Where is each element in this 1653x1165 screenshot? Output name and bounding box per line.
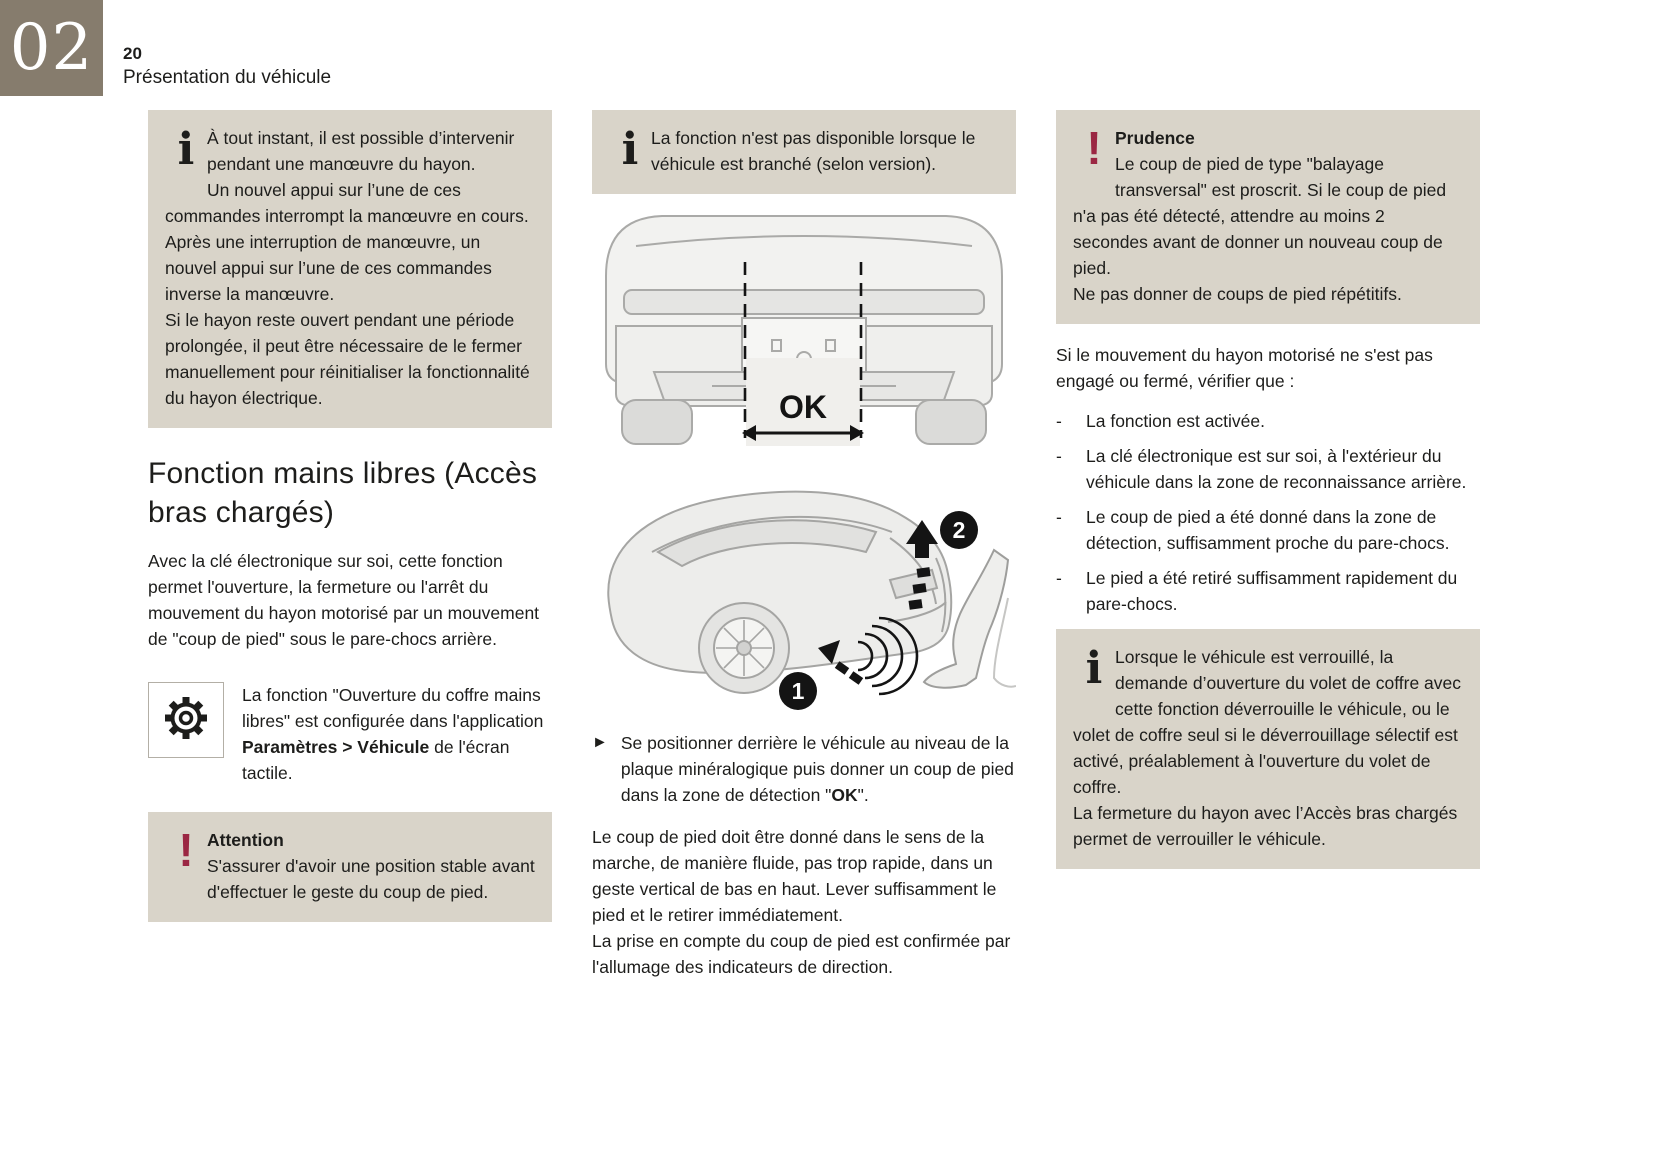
info-box-charging <box>592 110 1016 194</box>
info-text: Lorsque le véhicule est verrouillé, la demande d’ouverture du volet de coffre avec cette fonction déverrouille le véhicule, ou le volet de coffre seul si le déverrouillage sélectif est activé, préalablement à l'ouverture du volet de coffre. <box>1073 647 1462 797</box>
list-item: - La fonction est activée. <box>1056 408 1480 434</box>
kick-details-paragraph: Le coup de pied doit être donné dans le sens de la marche, de manière fluide, pas trop rapide, dans un geste vertical de bas en haut. Lever suffisamment le pied et le retirer immédiatement. <box>592 827 997 925</box>
step-bullet-icon: ► <box>592 734 608 751</box>
svg-text:1: 1 <box>791 678 805 704</box>
chapter-box <box>0 0 103 96</box>
attention-box <box>148 812 552 922</box>
attention-text: S'assurer d'avoir une position stable avant d'effectuer le geste du coup de pied. <box>207 856 535 902</box>
info-icon: i <box>621 124 639 175</box>
list-item: - Le coup de pied a été donné dans la zone de détection, suffisamment proche du pare-chocs. <box>1056 504 1480 556</box>
content-columns <box>148 110 1480 980</box>
prudence-text: Ne pas donner de coups de pied répétitifs. <box>1073 284 1402 304</box>
check-intro: Si le mouvement du hayon motorisé ne s'est pas engagé ou fermé, vérifier que : <box>1056 345 1433 391</box>
intro-paragraph: Avec la clé électronique sur soi, cette fonction permet l'ouverture, la fermeture ou l'arrêt du mouvement du hayon motorisé par un mouvement de "coup de pied" sous le pare-chocs arrière. <box>148 551 540 649</box>
attention-title: Attention <box>207 830 284 850</box>
svg-text:2: 2 <box>952 517 966 543</box>
info-text: La fermeture du hayon avec l’Accès bras chargés permet de verrouiller le véhicule. <box>1073 803 1458 849</box>
dash-bullet: - <box>1056 446 1062 466</box>
page-header <box>123 44 331 90</box>
dash-bullet: - <box>1056 411 1062 431</box>
page-number: 20 <box>123 44 142 63</box>
figure-rear-detection-zone <box>592 206 1016 446</box>
check-list <box>1056 408 1480 617</box>
dash-bullet: - <box>1056 568 1062 588</box>
info-icon: i <box>1085 643 1103 694</box>
column-right <box>1056 110 1480 980</box>
chapter-number: 02 <box>9 11 94 85</box>
section-heading: Fonction mains libres (Accès bras chargés) <box>148 457 538 529</box>
gear-icon <box>161 693 211 748</box>
settings-note-text: La fonction "Ouverture du coffre mains libres" est configurée dans l'application Paramètres > Véhicule de l'écran tactile. <box>242 685 544 783</box>
ok-zone-label: OK <box>779 389 827 425</box>
warning-icon: ! <box>1086 122 1102 174</box>
kick-confirmation-paragraph: La prise en compte du coup de pied est confirmée par l'allumage des indicateurs de direction. <box>592 931 1011 977</box>
info-text: Un nouvel appui sur l’une de ces commandes interrompt la manœuvre en cours. <box>165 180 529 226</box>
column-middle <box>592 110 1016 980</box>
info-text: Après une interruption de manœuvre, un nouvel appui sur l’une de ces commandes inverse la manœuvre. <box>165 232 492 304</box>
prudence-box <box>1056 110 1480 324</box>
step-text: Se positionner derrière le véhicule au niveau de la plaque minéralogique puis donner un coup de pied dans la zone de détection "OK". <box>620 733 1014 805</box>
info-text: Si le hayon reste ouvert pendant une période prolongée, il peut être nécessaire de le fermer manuellement pour réinitialiser la fonctionnalité du hayon électrique. <box>165 310 530 408</box>
list-item: - La clé électronique est sur soi, à l'extérieur du véhicule dans la zone de reconnaissance arrière. <box>1056 443 1480 495</box>
info-icon: i <box>177 124 195 175</box>
prudence-title: Prudence <box>1115 128 1195 148</box>
warning-icon: ! <box>178 824 194 876</box>
settings-note <box>148 682 552 786</box>
info-text: La fonction n'est pas disponible lorsque le véhicule est branché (selon version). <box>651 128 976 174</box>
figure-kick-gesture <box>592 458 1016 710</box>
info-box-tailgate <box>148 110 552 428</box>
instruction-step <box>592 730 1016 808</box>
column-left <box>148 110 552 980</box>
prudence-text: Le coup de pied de type "balayage transversal" est proscrit. Si le coup de pied n'a pas été détecté, attendre au moins 2 secondes avant de donner un nouveau coup de pied. <box>1073 154 1447 278</box>
dash-bullet: - <box>1056 507 1062 527</box>
info-box-locking <box>1056 629 1480 869</box>
info-text: À tout instant, il est possible d’intervenir pendant une manœuvre du hayon. <box>207 128 515 174</box>
section-title: Présentation du véhicule <box>123 67 332 88</box>
list-item: - Le pied a été retiré suffisamment rapidement du pare-chocs. <box>1056 565 1480 617</box>
gear-frame <box>148 682 224 758</box>
